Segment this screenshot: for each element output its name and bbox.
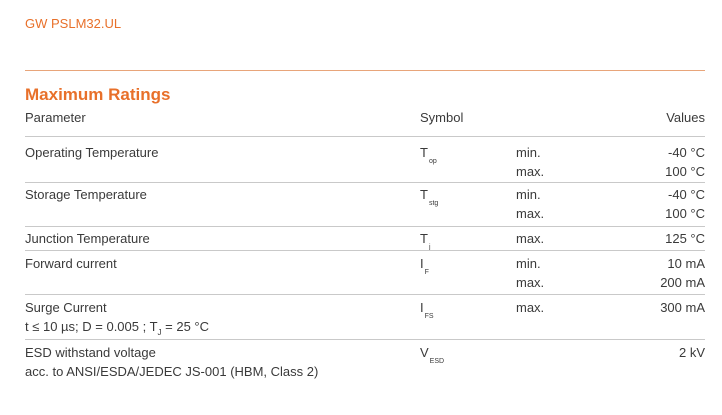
parameter-name: Storage Temperature — [25, 187, 147, 202]
condition: max. — [516, 206, 545, 221]
value: -40 °C — [668, 187, 705, 202]
value: 10 mA — [667, 256, 705, 271]
condition: min. — [516, 145, 541, 160]
condition: max. — [516, 164, 545, 179]
header-divider — [25, 70, 705, 71]
section-title: Maximum Ratings — [25, 85, 171, 104]
symbol: $I_{FS}$ — [420, 300, 434, 320]
value: -40 °C — [668, 145, 705, 160]
value: 100 °C — [665, 164, 705, 179]
symbol: $I_F$ — [420, 256, 429, 276]
row-divider — [25, 226, 705, 227]
column-header-parameter: Parameter — [25, 110, 86, 125]
symbol: $V_{ESD}$ — [420, 345, 445, 365]
parameter-name: Junction Temperature — [25, 231, 150, 246]
row-divider — [25, 136, 705, 137]
column-header-values: Values — [666, 110, 705, 125]
value: 100 °C — [665, 206, 705, 221]
value: 2 kV — [678, 345, 705, 360]
parameter-note: acc. to ANSI/ESDA/JEDEC JS-001 (HBM, Class 2) — [25, 364, 319, 379]
symbol: $T_{stg}$ — [420, 187, 439, 207]
parameter-name: ESD withstand voltage — [25, 345, 156, 360]
value: 125 °C — [665, 231, 705, 246]
condition: max. — [516, 300, 545, 315]
row-divider — [25, 182, 705, 183]
row-divider — [25, 250, 705, 251]
column-header-symbol: Symbol — [420, 110, 464, 125]
condition: max. — [516, 275, 545, 290]
condition: min. — [516, 187, 541, 202]
value: 300 mA — [660, 300, 705, 315]
condition: max. — [516, 231, 545, 246]
row-divider — [25, 294, 705, 295]
condition: min. — [516, 256, 541, 271]
parameter-name: Operating Temperature — [25, 145, 159, 160]
row-divider — [25, 339, 705, 340]
value: 200 mA — [660, 275, 705, 290]
symbol: $T_j$ — [420, 231, 431, 251]
parameter-name: Surge Current — [25, 300, 107, 315]
parameter-name: Forward current — [25, 256, 117, 271]
parameter-note: t ≤ 10 µs; D = 0.005 ; $T_J = 25$ °C — [25, 319, 210, 337]
document-id: GW PSLM32.UL — [25, 16, 122, 31]
symbol: $T_{op}$ — [420, 145, 437, 165]
